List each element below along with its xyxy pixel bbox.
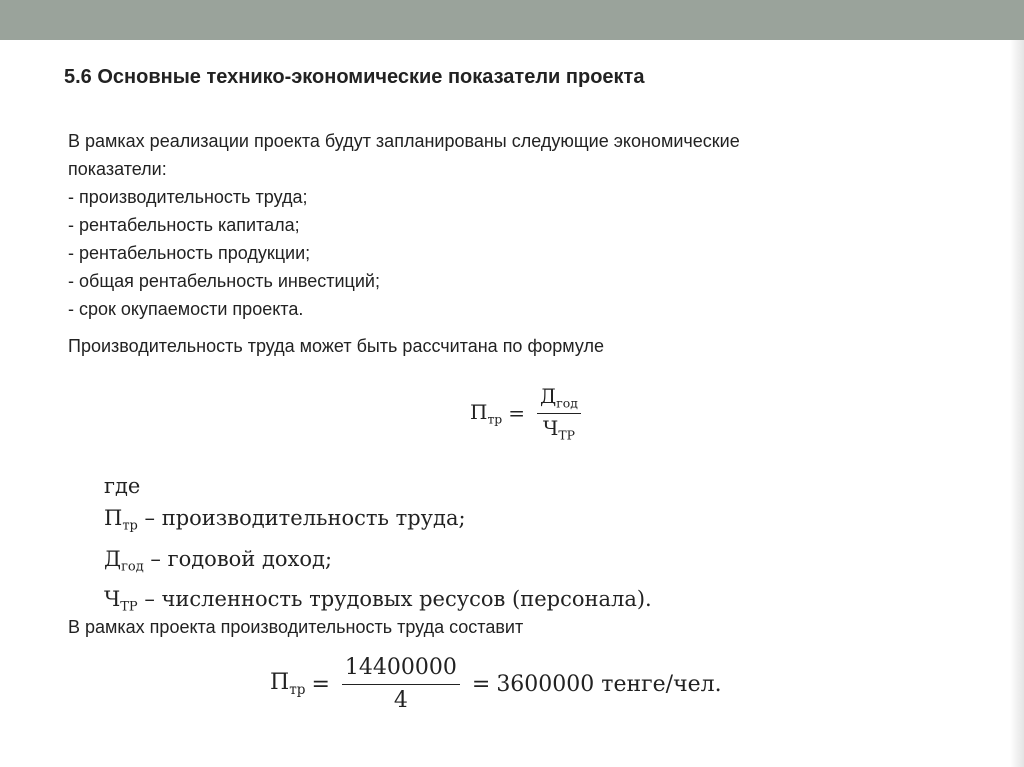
labor-productivity-formula [470,384,587,443]
intro-paragraph [68,127,948,323]
fraction-bar [537,413,581,414]
intro-line: В рамках реализации проекта будут запланированы следующие экономические [68,131,740,151]
formula-intro-text: Производительность труда может быть рассчитана по формуле [68,336,604,356]
indicator-list-item: - общая рентабельность инвестиций; [68,271,380,291]
formula-lhs: $П_{тр}$ [270,670,306,698]
equals-sign: = [471,671,491,697]
top-bar [0,0,1024,40]
slide-title: 5.6 Основные технико-экономические показатели проекта [64,66,645,88]
definitions-where: где [104,474,141,498]
productivity-calculation [270,654,722,714]
fraction-denominator: $Ч_{ТР}$ [542,415,575,443]
fraction-bar [342,684,460,685]
calculation-fraction [342,654,460,714]
fraction-numerator: 14400000 [344,655,457,680]
fraction-numerator: $Д_{год}$ [540,384,578,411]
indicator-list-item: - рентабельность продукции; [68,243,311,263]
indicator-list-item: - производительность труда; [68,187,308,207]
equals-sign: = [311,671,330,697]
variable-definitions [104,470,652,624]
calculation-result: 3600000 тенге/чел. [496,671,722,697]
definition-item: $Ч_{ТР}$ – численность трудовых ресусов (персонала). [104,587,652,615]
formula-lhs: $П_{тр}$ [470,400,503,427]
intro-line: показатели: [68,159,167,179]
fraction-denominator: 4 [393,687,408,713]
indicator-list-item: - рентабельность капитала; [68,215,300,235]
right-edge-shadow [1010,40,1024,767]
indicator-list-item: - срок окупаемости проекта. [68,299,304,319]
definition-item: $П_{тр}$ – производительность труда; [104,506,466,534]
result-intro-text: В рамках проекта производительность труда составит [68,617,524,637]
definition-item: $Д_{год}$ – годовой доход; [104,546,333,575]
equals-sign: = [508,401,526,426]
formula-fraction [537,384,581,443]
